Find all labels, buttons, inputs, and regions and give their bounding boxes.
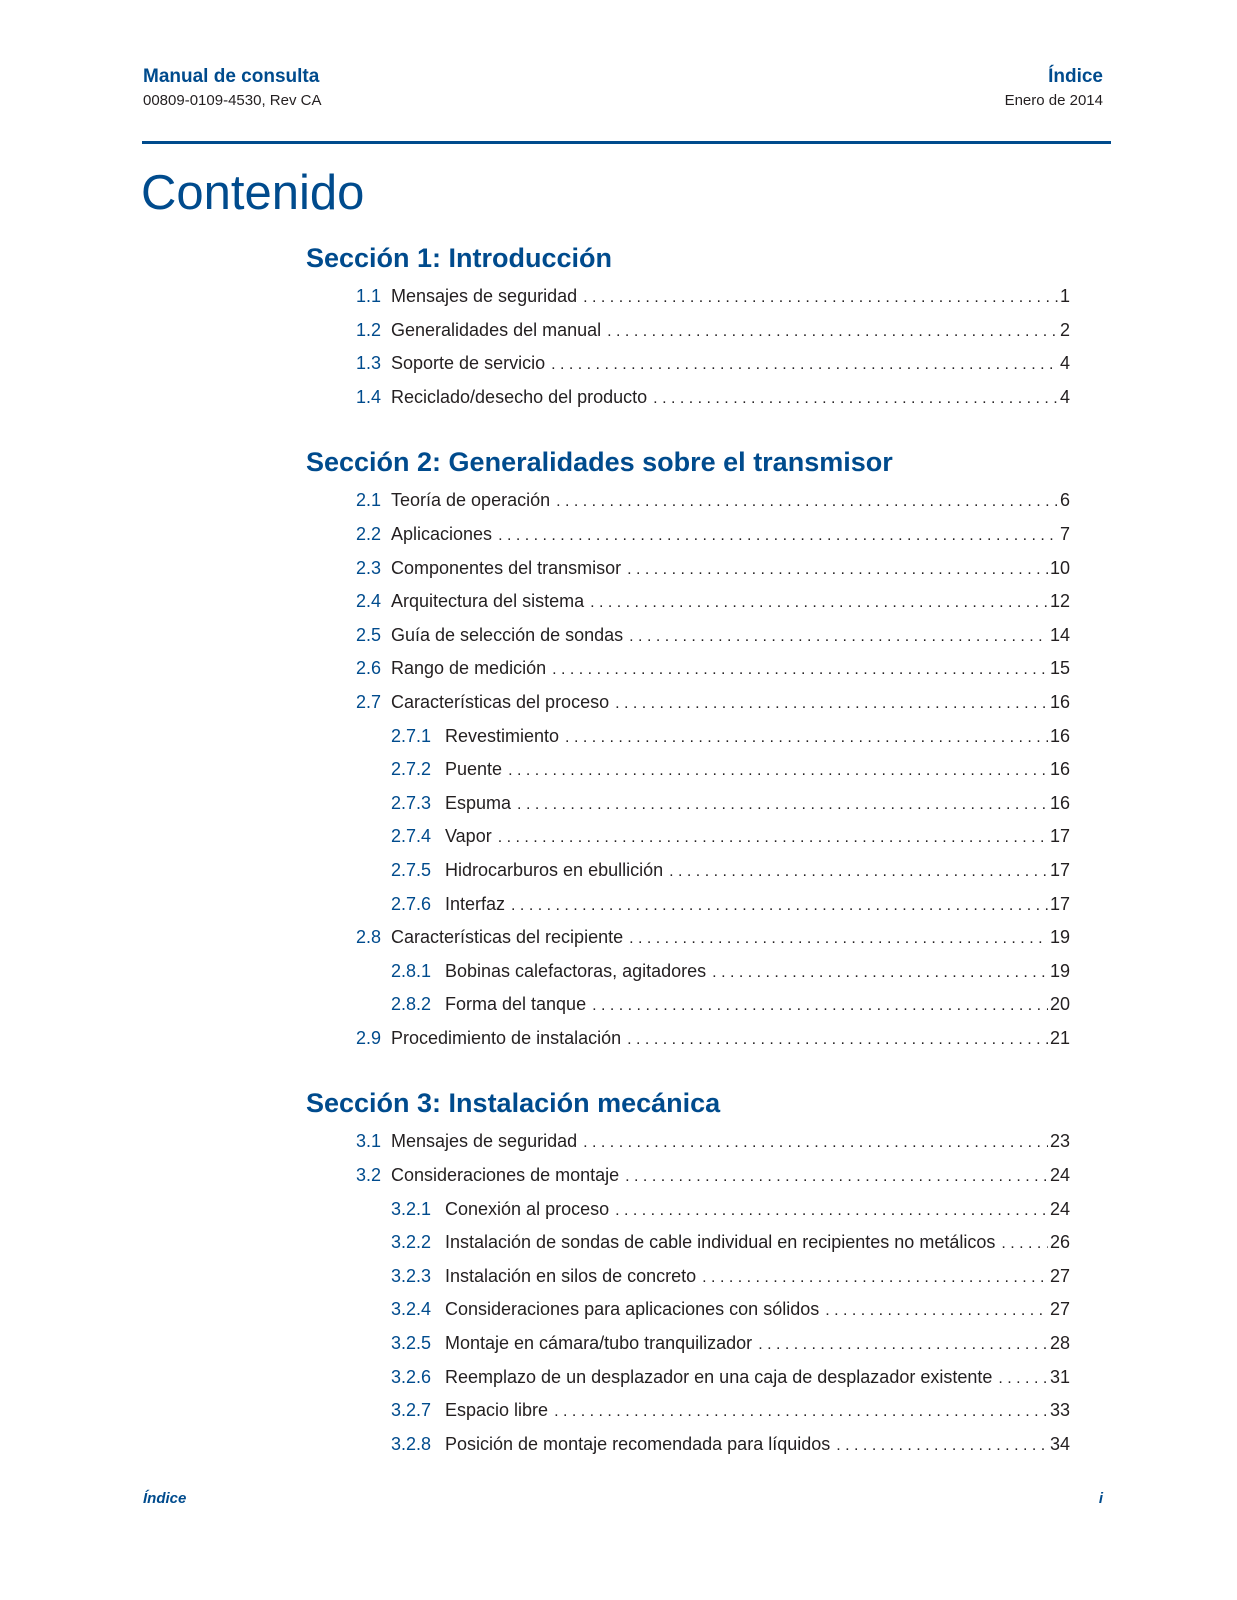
toc-entry-number: 2.2 [356, 523, 382, 544]
dot-leader [998, 1362, 1048, 1396]
dot-leader [615, 1194, 1048, 1228]
toc-entry-number: 2.7.1 [391, 725, 432, 746]
toc-entry-number: 2.8 [356, 927, 382, 948]
toc-entry-page: 17 [1049, 826, 1070, 847]
toc-entry-label: Hidrocarburos en ebullición [445, 859, 664, 880]
toc-entry-number: 2.7 [356, 691, 382, 712]
toc-entry-label: Rango de medición [391, 658, 547, 679]
dot-leader [554, 1395, 1048, 1429]
toc-entry-number: 1.1 [356, 286, 382, 306]
section-title[interactable]: Sección 1: Introducción [306, 243, 613, 273]
toc-entry-number: 3.2.7 [391, 1400, 432, 1421]
dot-leader [556, 485, 1058, 519]
toc-entry-page: 6 [1059, 490, 1070, 511]
toc-entry-page: 19 [1049, 960, 1070, 981]
toc-entry-number: 2.3 [356, 557, 382, 578]
toc-entry[interactable] [306, 1428, 1070, 1462]
toc-entry[interactable] [306, 686, 1070, 720]
toc-entry-page: 7 [1059, 523, 1070, 544]
toc-entry-number: 2.8.2 [391, 994, 432, 1015]
toc-entry-page: 24 [1049, 1198, 1070, 1219]
toc-entry[interactable] [306, 1394, 1070, 1428]
toc-entry-number: 2.8.1 [391, 960, 432, 981]
toc-entry-page: 26 [1049, 1232, 1070, 1253]
dot-leader [653, 382, 1058, 416]
toc-entry-label: Teoría de operación [391, 490, 551, 511]
toc-entry-number: 2.7.4 [391, 826, 432, 847]
toc-entry-label: Aplicaciones [391, 523, 493, 544]
toc-entry-label: Reemplazo de un desplazador en una caja de desplazador existente [445, 1366, 993, 1387]
section-title[interactable]: Sección 2: Generalidades sobre el transmisor [306, 447, 893, 478]
toc-entry-label: Vapor [445, 826, 492, 847]
toc-entry-page: 27 [1049, 1299, 1070, 1320]
manual-title: Manual de consulta [143, 66, 320, 87]
header-rule [142, 141, 1111, 144]
toc-entry-page: 14 [1049, 624, 1070, 645]
section-title[interactable]: Sección 3: Instalación mecánica [306, 1088, 721, 1119]
toc-section [306, 440, 1070, 1055]
toc-entry-label: Reciclado/desecho del producto [391, 386, 648, 407]
toc-entry-page: 19 [1049, 927, 1070, 948]
dot-leader [607, 315, 1058, 349]
dot-leader [1001, 1227, 1048, 1261]
toc-entries [306, 280, 1070, 414]
toc-entry-label: Arquitectura del sistema [391, 591, 585, 612]
dot-leader [825, 1294, 1048, 1328]
toc-entry-label: Mensajes de seguridad [391, 1131, 578, 1152]
toc-entry-page: 17 [1049, 859, 1070, 880]
toc-entry-page: 4 [1059, 353, 1070, 374]
toc-entry-number: 1.2 [356, 319, 382, 340]
toc-entry[interactable] [306, 484, 1070, 518]
toc-entry-label: Posición de montaje recomendada para líquidos [445, 1433, 831, 1454]
dot-leader [508, 754, 1048, 788]
dot-leader [669, 855, 1048, 889]
header-date: Enero de 2014 [1004, 92, 1103, 109]
toc-entry-label: Guía de selección de sondas [391, 624, 624, 645]
toc-entry-label: Conexión al proceso [445, 1198, 610, 1219]
dot-leader [625, 1160, 1048, 1194]
toc-entry-number: 3.2.4 [391, 1299, 432, 1320]
toc-entry-number: 2.5 [356, 624, 382, 645]
toc-entries [306, 1125, 1070, 1461]
toc-entry[interactable] [306, 1022, 1070, 1056]
toc-entry-page: 24 [1049, 1165, 1070, 1186]
toc-entry-page: 10 [1049, 557, 1070, 578]
toc-entry-label: Consideraciones para aplicaciones con sólidos [445, 1299, 820, 1320]
toc-entry-label: Revestimiento [445, 725, 560, 746]
document-number: 00809-0109-4530, Rev CA [143, 92, 322, 109]
toc-entry-label: Espacio libre [445, 1400, 549, 1421]
toc-entry[interactable] [306, 888, 1070, 922]
dot-leader [583, 1126, 1048, 1160]
dot-leader [592, 989, 1048, 1023]
toc-entry-number: 2.4 [356, 591, 382, 612]
toc-entry[interactable] [306, 552, 1070, 586]
toc-entry-number: 3.2.3 [391, 1265, 432, 1286]
toc-entry[interactable] [306, 921, 1070, 955]
toc-entry-label: Instalación en silos de concreto [445, 1265, 697, 1286]
toc-entry-number: 3.2.5 [391, 1333, 432, 1354]
dot-leader [627, 1023, 1048, 1057]
footer-left: Índice [143, 1490, 187, 1507]
toc-entry-label: Instalación de sondas de cable individual en recipientes no metálicos [445, 1232, 996, 1253]
dot-leader [590, 586, 1048, 620]
toc-entry[interactable] [306, 347, 1070, 381]
toc-entry-page: 27 [1049, 1265, 1070, 1286]
toc-entry-number: 3.2.1 [391, 1198, 432, 1219]
toc-entry[interactable] [306, 955, 1070, 989]
toc-entry[interactable] [306, 820, 1070, 854]
header-left [143, 66, 321, 111]
dot-leader [629, 922, 1048, 956]
dot-leader [511, 889, 1048, 923]
toc-entry-label: Bobinas calefactoras, agitadores [445, 960, 707, 981]
toc-entry[interactable] [306, 1193, 1070, 1227]
toc-entry-label: Generalidades del manual [391, 319, 602, 340]
toc-entry-label: Características del recipiente [391, 927, 624, 948]
toc-entry-number: 2.9 [356, 1027, 382, 1048]
header-section-title: Índice [1048, 66, 1103, 87]
toc-entry-label: Consideraciones de montaje [391, 1165, 620, 1186]
toc-entry[interactable] [306, 619, 1070, 653]
toc-entry[interactable] [306, 1293, 1070, 1327]
dot-leader [583, 281, 1058, 315]
header-right [1005, 66, 1103, 111]
toc-entry[interactable] [306, 280, 1070, 314]
dot-leader [836, 1429, 1048, 1463]
toc-entry[interactable] [306, 652, 1070, 686]
toc-entry[interactable] [306, 1361, 1070, 1395]
toc-entry-page: 20 [1049, 994, 1070, 1015]
toc-entry-page: 16 [1049, 725, 1070, 746]
toc-entry-page: 1 [1059, 286, 1070, 306]
toc-entry[interactable] [306, 1226, 1070, 1260]
toc-entry-page: 4 [1059, 386, 1070, 407]
toc-entry[interactable] [306, 518, 1070, 552]
toc-entry-number: 2.7.5 [391, 859, 432, 880]
toc-entry[interactable] [306, 787, 1070, 821]
toc-entries [306, 484, 1070, 1055]
dot-leader [552, 653, 1048, 687]
toc-entry-number: 1.3 [356, 353, 382, 374]
toc-entry-label: Mensajes de seguridad [391, 286, 578, 306]
dot-leader [517, 788, 1048, 822]
toc-entry-page: 16 [1049, 759, 1070, 780]
toc-entry-page: 33 [1049, 1400, 1070, 1421]
toc-entry[interactable] [306, 988, 1070, 1022]
toc-entry-number: 2.6 [356, 658, 382, 679]
toc-entry-label: Características del proceso [391, 691, 610, 712]
toc-section [306, 1081, 1070, 1461]
toc-entry-number: 3.2 [356, 1165, 382, 1186]
toc-entry[interactable] [306, 854, 1070, 888]
toc-entry-label: Componentes del transmisor [391, 557, 622, 578]
toc-entry-page: 21 [1049, 1027, 1070, 1048]
dot-leader [498, 821, 1048, 855]
toc-entry[interactable] [306, 720, 1070, 754]
toc-entry-number: 3.2.8 [391, 1433, 432, 1454]
dot-leader [629, 620, 1048, 654]
toc-entry-label: Espuma [445, 792, 512, 813]
dot-leader [758, 1328, 1048, 1362]
toc-entry-page: 16 [1049, 691, 1070, 712]
table-of-contents [306, 236, 1070, 1487]
dot-leader [615, 687, 1048, 721]
toc-entry-number: 3.2.2 [391, 1232, 432, 1253]
toc-entry-page: 16 [1049, 792, 1070, 813]
toc-entry-page: 15 [1049, 658, 1070, 679]
toc-entry-page: 28 [1049, 1333, 1070, 1354]
dot-leader [565, 721, 1048, 755]
toc-entry[interactable] [306, 381, 1070, 415]
toc-entry-label: Montaje en cámara/tubo tranquilizador [445, 1333, 753, 1354]
toc-entry-label: Puente [445, 759, 503, 780]
toc-entry[interactable] [306, 1159, 1070, 1193]
toc-entry[interactable] [306, 1260, 1070, 1294]
toc-entry-number: 2.7.3 [391, 792, 432, 813]
toc-entry-number: 1.4 [356, 386, 382, 407]
toc-entry-number: 2.1 [356, 490, 382, 511]
toc-entry-label: Forma del tanque [445, 994, 587, 1015]
toc-entry[interactable] [306, 1125, 1070, 1159]
toc-entry-label: Interfaz [445, 893, 506, 914]
toc-entry-number: 2.7.2 [391, 759, 432, 780]
toc-entry[interactable] [306, 585, 1070, 619]
toc-entry-page: 17 [1049, 893, 1070, 914]
toc-entry-number: 3.2.6 [391, 1366, 432, 1387]
dot-leader [712, 956, 1048, 990]
page-title: Contenido [141, 166, 365, 220]
toc-entry-page: 34 [1049, 1433, 1070, 1454]
footer-page-number: i [1098, 1490, 1103, 1507]
toc-entry-label: Procedimiento de instalación [391, 1027, 622, 1048]
toc-entry-number: 3.1 [356, 1131, 382, 1152]
toc-entry[interactable] [306, 314, 1070, 348]
toc-entry[interactable] [306, 1327, 1070, 1361]
dot-leader [551, 348, 1058, 382]
toc-entry-page: 23 [1049, 1131, 1070, 1152]
dot-leader [627, 553, 1048, 587]
toc-entry-page: 31 [1049, 1366, 1070, 1387]
toc-entry-page: 12 [1049, 591, 1070, 612]
toc-section [306, 236, 1070, 414]
toc-entry-number: 2.7.6 [391, 893, 432, 914]
toc-entry-label: Soporte de servicio [391, 353, 546, 374]
dot-leader [498, 519, 1058, 553]
dot-leader [702, 1261, 1048, 1295]
toc-entry[interactable] [306, 753, 1070, 787]
toc-entry-page: 2 [1059, 319, 1070, 340]
